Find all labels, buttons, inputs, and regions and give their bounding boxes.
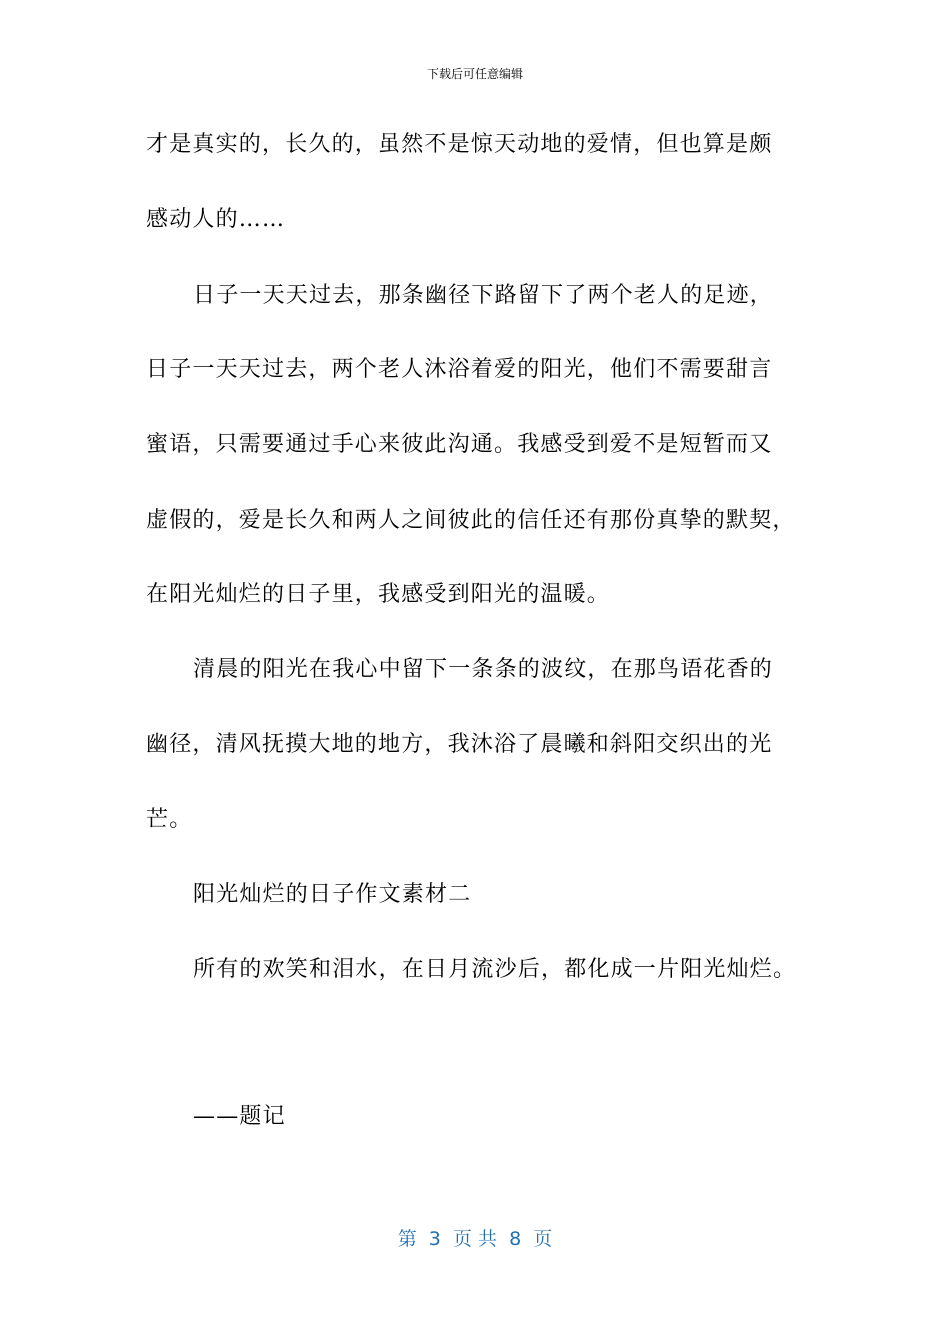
- paragraph-start: 日子一天天过去，那条幽径下路留下了两个老人的足迹，: [193, 283, 774, 308]
- page-header: 下载后可任意编辑: [426, 67, 523, 81]
- text-line: 幽径，清风抚摸大地的地方，我沐浴了晨曦和斜阳交织出的光: [146, 732, 773, 757]
- text-line: 虚假的，爱是长久和两人之间彼此的信任还有那份真挚的默契，: [146, 508, 796, 533]
- paragraph-start: 清晨的阳光在我心中留下一条条的波纹，在那鸟语花香的: [193, 657, 774, 682]
- epigraph: 所有的欢笑和泪水，在日月流沙后，都化成一片阳光灿烂。: [193, 957, 797, 982]
- text-line: 芒。: [146, 807, 193, 832]
- text-line: 日子一天天过去，两个老人沐浴着爱的阳光，他们不需要甜言: [146, 357, 773, 382]
- text-line: 感动人的……: [146, 207, 286, 232]
- epigraph-attribution: ——题记: [193, 1104, 286, 1129]
- section-heading: 阳光灿烂的日子作文素材二: [193, 882, 472, 907]
- page-number-footer: 第 3 页 共 8 页: [397, 1228, 553, 1250]
- text-line: 在阳光灿烂的日子里，我感受到阳光的温暖。: [146, 582, 611, 607]
- text-line: 蜜语，只需要通过手心来彼此沟通。我感受到爱不是短暂而又: [146, 432, 773, 457]
- text-line: 才是真实的，长久的，虽然不是惊天动地的爱情，但也算是颇: [146, 132, 773, 157]
